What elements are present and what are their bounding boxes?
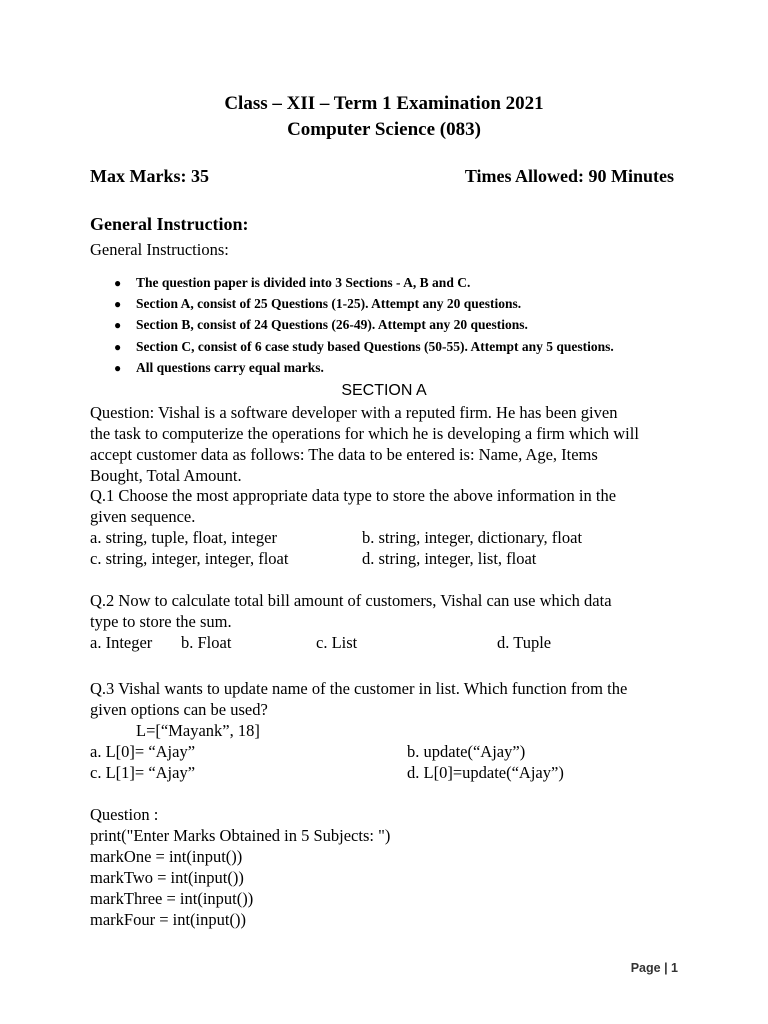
max-marks: Max Marks: 35 xyxy=(90,166,209,186)
instructions-subheading: General Instructions: xyxy=(90,240,229,259)
q2-option-d: d. Tuple xyxy=(497,633,552,652)
q2-option-b: b. Float xyxy=(181,633,232,652)
q3-option-b: b. update(“Ajay”) xyxy=(407,742,526,761)
case-line: Bought, Total Amount. xyxy=(90,466,242,485)
bullet-icon: ● xyxy=(114,318,122,332)
code-line: print("Enter Marks Obtained in 5 Subjects: ") xyxy=(90,826,391,845)
case-line: the task to computerize the operations for which he is developing a firm which will xyxy=(90,424,639,443)
instruction-item: Section C, consist of 6 case study based Questions (50-55). Attempt any 5 questions. xyxy=(136,339,614,354)
case-line: accept customer data as follows: The data to be entered is: Name, Age, Items xyxy=(90,445,598,464)
q1-option-b: b. string, integer, dictionary, float xyxy=(362,528,583,547)
exam-title: Class – XII – Term 1 Examination 2021 xyxy=(224,93,544,114)
section-a-heading: SECTION A xyxy=(341,382,427,399)
q1-option-a: a. string, tuple, float, integer xyxy=(90,528,277,547)
time-allowed: Times Allowed: 90 Minutes xyxy=(464,166,674,186)
code-line: markThree = int(input()) xyxy=(90,889,254,908)
q1-text: given sequence. xyxy=(90,507,196,526)
q3-option-a: a. L[0]= “Ajay” xyxy=(90,742,196,761)
q2-option-a: a. Integer xyxy=(90,633,153,652)
bullet-icon: ● xyxy=(114,340,122,354)
bullet-icon: ● xyxy=(114,276,122,290)
q2-text: Q.2 Now to calculate total bill amount of customers, Vishal can use which data xyxy=(90,591,612,610)
q2-option-c: c. List xyxy=(316,633,358,652)
bullet-icon: ● xyxy=(114,361,122,375)
code-line: markOne = int(input()) xyxy=(90,847,243,866)
instruction-item: All questions carry equal marks. xyxy=(136,360,324,375)
q4-label: Question : xyxy=(90,805,159,824)
q3-code: L=[“Mayank”, 18] xyxy=(136,721,260,740)
q3-text: given options can be used? xyxy=(90,700,268,719)
instruction-item: The question paper is divided into 3 Sections - A, B and C. xyxy=(136,275,471,290)
code-line: markTwo = int(input()) xyxy=(90,868,244,887)
subject-title: Computer Science (083) xyxy=(287,119,481,140)
instructions-heading: General Instruction: xyxy=(90,214,249,234)
q2-text: type to store the sum. xyxy=(90,612,232,631)
case-line: Question: Vishal is a software developer with a reputed firm. He has been given xyxy=(90,403,618,422)
q1-option-d: d. string, integer, list, float xyxy=(362,549,537,568)
q1-option-c: c. string, integer, integer, float xyxy=(90,549,289,568)
code-line: markFour = int(input()) xyxy=(90,910,246,929)
bullet-icon: ● xyxy=(114,297,122,311)
instruction-item: Section A, consist of 25 Questions (1-25). Attempt any 20 questions. xyxy=(136,296,522,311)
q1-text: Q.1 Choose the most appropriate data type to store the above information in the xyxy=(90,486,617,505)
q3-option-d: d. L[0]=update(“Ajay”) xyxy=(407,763,564,782)
q3-option-c: c. L[1]= “Ajay” xyxy=(90,763,196,782)
page-number: Page | 1 xyxy=(630,961,678,975)
instruction-item: Section B, consist of 24 Questions (26-49). Attempt any 20 questions. xyxy=(136,317,528,332)
q3-text: Q.3 Vishal wants to update name of the customer in list. Which function from the xyxy=(90,679,628,698)
